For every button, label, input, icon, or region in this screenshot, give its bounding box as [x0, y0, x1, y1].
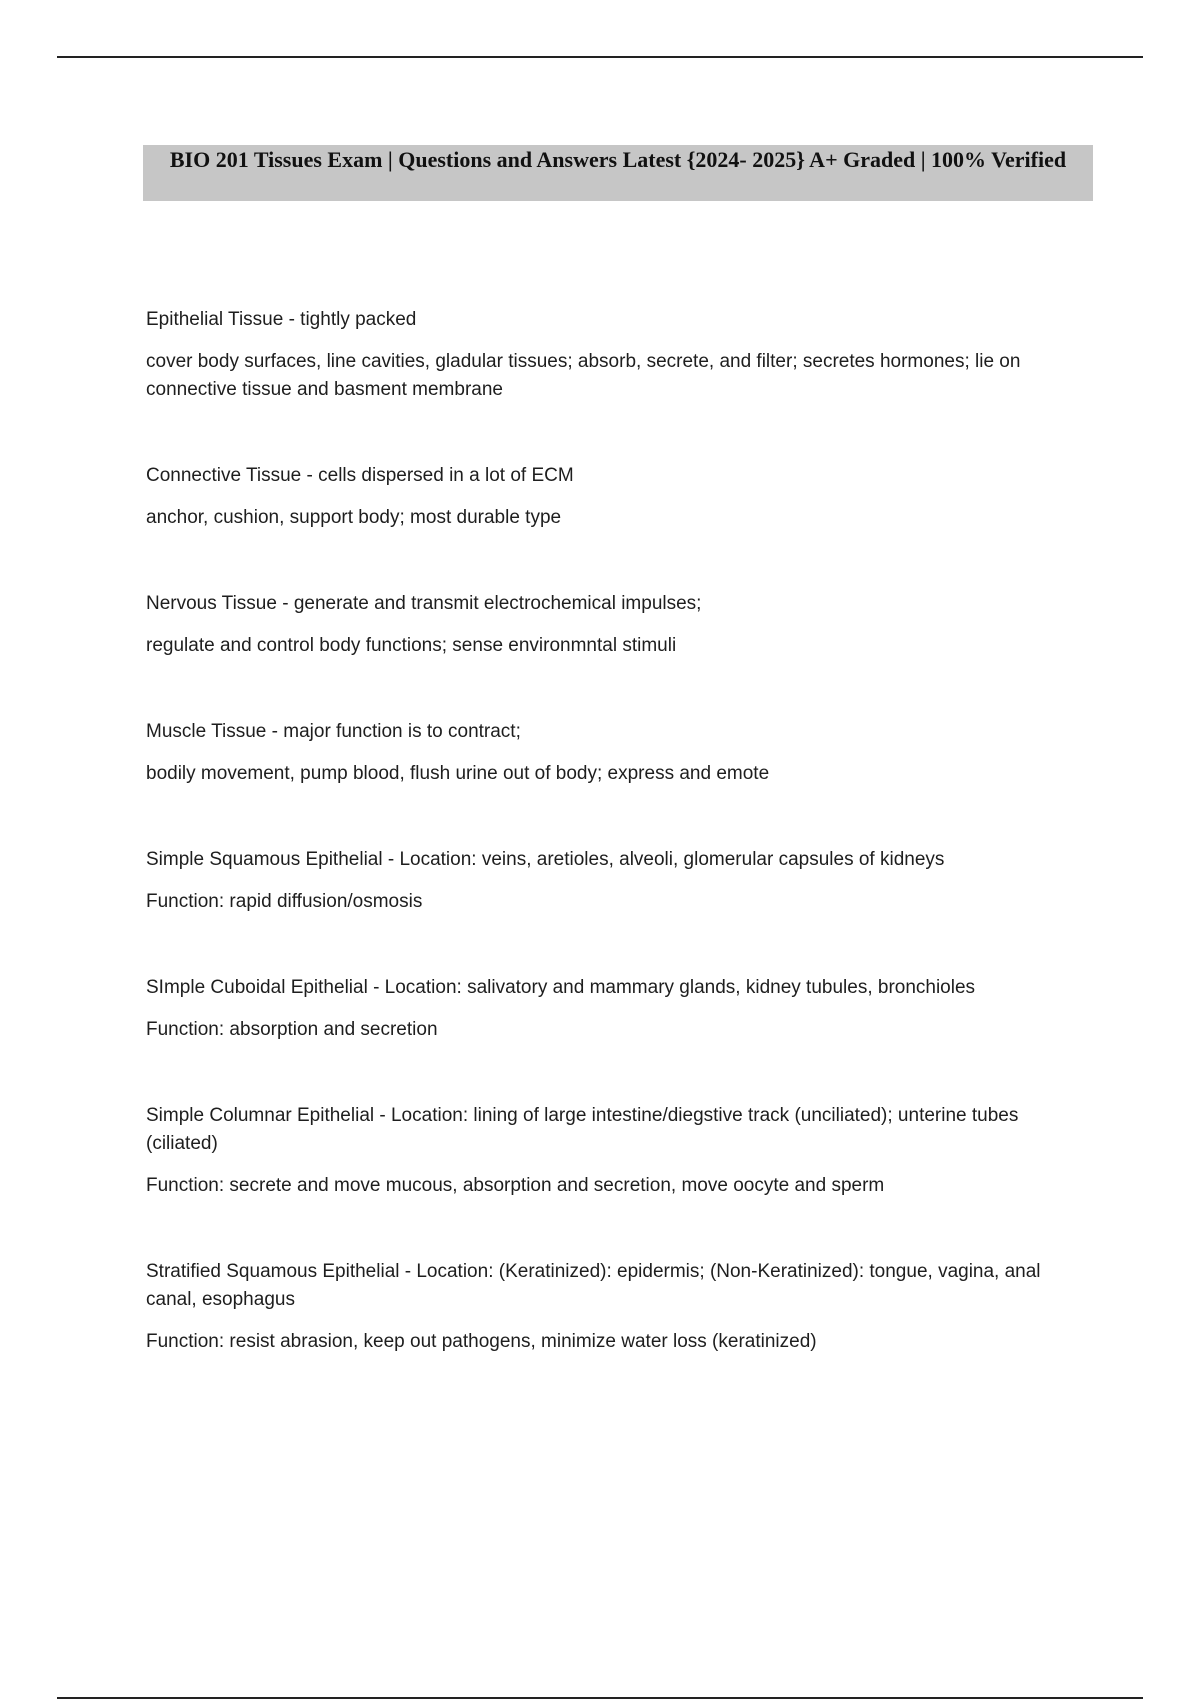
qa-entry: [146, 974, 1086, 1044]
answer-definition: regulate and control body functions; sense environmntal stimuli: [146, 635, 677, 656]
question-term: Nervous Tissue - generate and transmit electrochemical impulses;: [146, 593, 702, 614]
answer-definition: cover body surfaces, line cavities, gladular tissues; absorb, secrete, and filter; secretes hormones; lie on connective tissue and basment membrane: [146, 351, 1021, 400]
answer-definition: Function: secrete and move mucous, absorption and secretion, move oocyte and sperm: [146, 1175, 885, 1196]
answer-definition: Function: rapid diffusion/osmosis: [146, 891, 423, 912]
qa-list: [146, 306, 1086, 1414]
qa-entry: [146, 846, 1086, 916]
answer-definition: Function: resist abrasion, keep out pathogens, minimize water loss (keratinized): [146, 1331, 817, 1352]
qa-entry: [146, 1102, 1086, 1200]
question-term: Simple Columnar Epithelial - Location: lining of large intestine/diegstive track (unciliated); unterine tubes (ciliated): [146, 1105, 1019, 1154]
qa-entry: [146, 718, 1086, 788]
answer-definition: Function: absorption and secretion: [146, 1019, 438, 1040]
question-term: Stratified Squamous Epithelial - Location: (Keratinized): epidermis; (Non-Keratinized): tongue, vagina, anal canal, esophagus: [146, 1261, 1041, 1310]
bottom-divider: [57, 1697, 1143, 1699]
qa-entry: [146, 462, 1086, 532]
question-term: Epithelial Tissue - tightly packed: [146, 309, 417, 330]
question-term: Connective Tissue - cells dispersed in a lot of ECM: [146, 465, 574, 486]
top-divider: [57, 56, 1143, 58]
document-title: BIO 201 Tissues Exam | Questions and Answers Latest {2024- 2025} A+ Graded | 100% Verified: [143, 145, 1093, 201]
qa-entry: [146, 306, 1086, 404]
question-term: SImple Cuboidal Epithelial - Location: salivatory and mammary glands, kidney tubules, bronchioles: [146, 977, 976, 998]
question-term: Simple Squamous Epithelial - Location: veins, aretioles, alveoli, glomerular capsules of kidneys: [146, 849, 945, 870]
question-term: Muscle Tissue - major function is to contract;: [146, 721, 521, 742]
answer-definition: bodily movement, pump blood, flush urine out of body; express and emote: [146, 763, 770, 784]
qa-entry: [146, 1258, 1086, 1356]
qa-entry: [146, 590, 1086, 660]
answer-definition: anchor, cushion, support body; most durable type: [146, 507, 562, 528]
